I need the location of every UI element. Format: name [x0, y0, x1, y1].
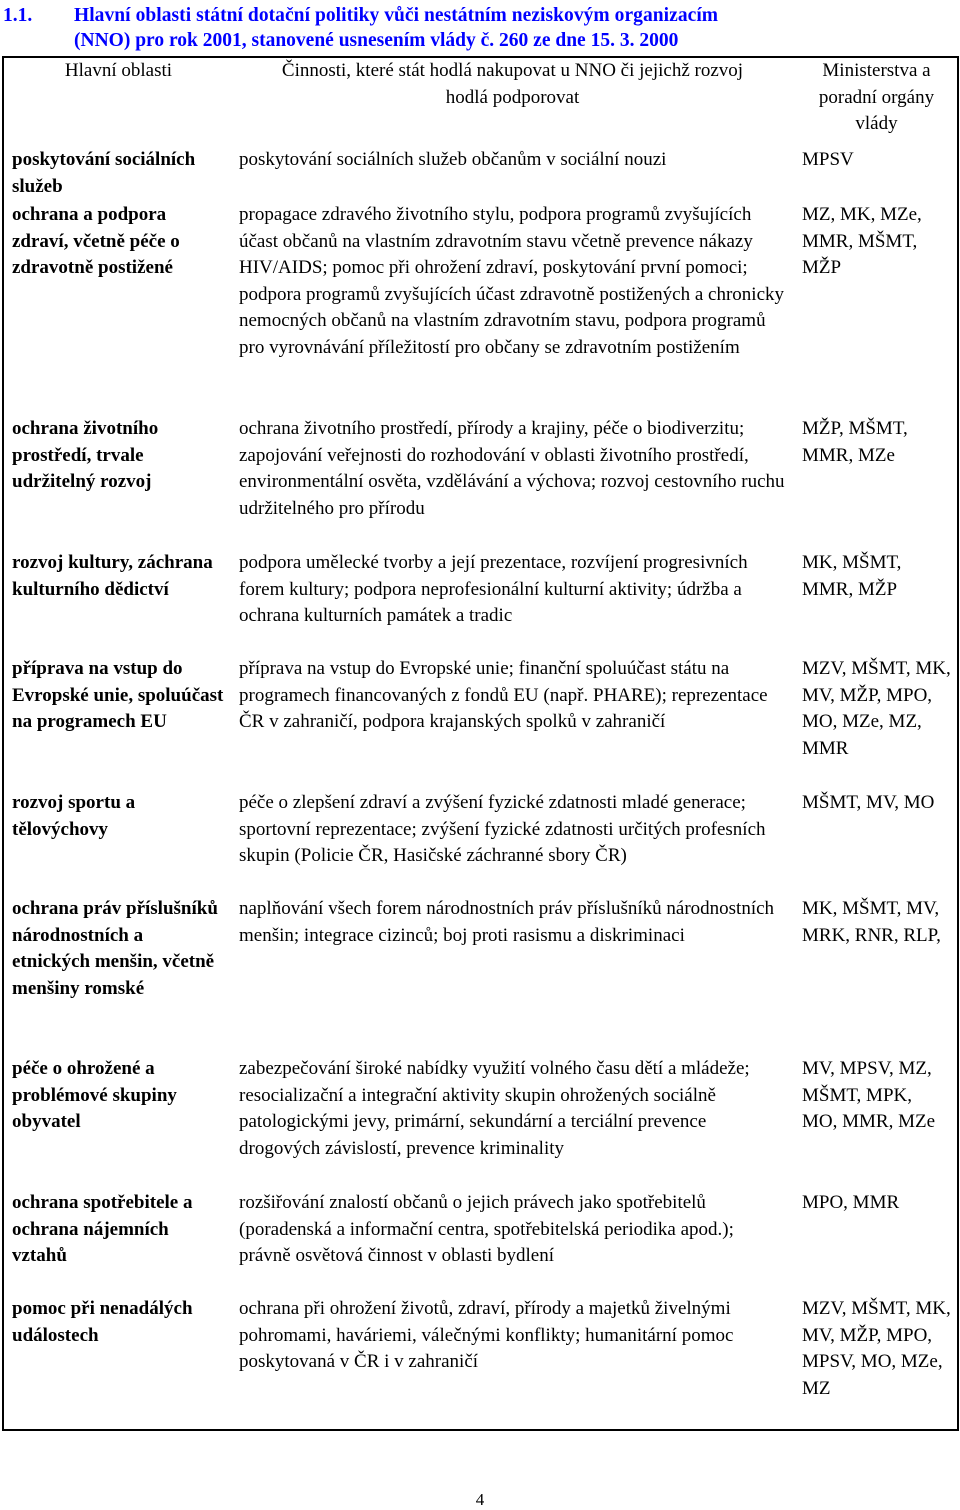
area-cell: ochrana a podpora zdraví, včetně péče o zdravotně postižené: [12, 204, 180, 278]
header-ministries: Ministerstva a poradní orgány vlády: [818, 60, 935, 134]
activities-cell: ochrana při ohrožení životů, zdraví, přírody a majetků živelnými pohromami, haváriemi, válečnými konflikty; humanitární pomoc poskytovaná v ČR i v zahraničí: [239, 1298, 734, 1372]
area-cell: rozvoj kultury, záchrana kulturního dědictví: [12, 552, 213, 600]
table-row: [3, 147, 958, 202]
ministries-cell: MK, MŠMT, MMR, MŽP: [802, 552, 902, 600]
table-row: [3, 416, 958, 550]
area-cell: ochrana práv příslušníků národnostních a etnických menšin, včetně menšiny romské: [12, 898, 218, 999]
table-row: [3, 790, 958, 896]
policy-table: [2, 56, 959, 1431]
table-row: [3, 1056, 958, 1190]
table-row: [3, 896, 958, 1056]
ministries-cell: MZV, MŠMT, MK, MV, MŽP, MPO, MPSV, MO, MZe, MZ: [802, 1298, 951, 1399]
table-header-row: [3, 57, 958, 147]
ministries-cell: MK, MŠMT, MV, MRK, RNR, RLP,: [802, 898, 941, 946]
ministries-cell: MZV, MŠMT, MK, MV, MŽP, MPO, MO, MZe, MZ, MMR: [802, 658, 951, 759]
ministries-cell: MV, MPSV, MZ, MŠMT, MPK, MO, MMR, MZe: [802, 1058, 936, 1132]
activities-cell: poskytování sociálních služeb občanům v sociální nouzi: [239, 149, 667, 170]
table-row: [3, 1190, 958, 1296]
ministries-cell: MPO, MMR: [802, 1192, 900, 1213]
activities-cell: propagace zdravého životního stylu, podpora programů zvyšujících účast občanů na vlastním zdravotním stavu včetně prevence nákazy HIV/AIDS; pomoc při ohrožení zdraví, poskytování první pomoci; podpora programů zvyšujících účast zdravotně postižených a chronicky nemocných občanů na vlastním zdravotním stavu, podpora programů pro vyrovnávání příležitostí pro občany se zdravotním postižením: [239, 204, 785, 358]
section-number: 1.1.: [3, 5, 33, 26]
area-cell: rozvoj sportu a tělovýchovy: [12, 792, 136, 840]
header-areas: Hlavní oblasti: [64, 60, 173, 81]
table-row: [3, 1296, 958, 1430]
page-number: 4: [475, 1490, 485, 1509]
activities-cell: péče o zlepšení zdraví a zvýšení fyzické zdatnosti mladé generace; sportovní reprezentace; zvýšení fyzické zdatnosti určitých profesních skupin (Policie ČR, Hasičské záchranné sbory ČR): [239, 792, 766, 866]
section-title-line-1: Hlavní oblasti státní dotační politiky vůči nestátním neziskovým organizacím: [74, 5, 719, 26]
area-cell: ochrana spotřebitele a ochrana nájemních vztahů: [12, 1192, 193, 1266]
area-cell: ochrana životního prostředí, trvale udržitelný rozvoj: [12, 418, 159, 492]
activities-cell: ochrana životního prostředí, přírody a krajiny, péče o biodiverzitu; zapojování veřejnosti do rozhodování v oblasti životního prostředí, environmentální osvěta, vzdělávání a výchova; rozvoj cestovního ruchu udržitelného pro přírodu: [239, 418, 785, 519]
table-row: [3, 656, 958, 790]
activities-cell: podpora umělecké tvorby a její prezentace, rozvíjení progresivních forem kultury; podpora neprofesionální kulturní aktivity; údržba a ochrana kulturních památek a tradic: [239, 552, 748, 626]
area-cell: poskytování sociálních služeb: [12, 149, 196, 197]
area-cell: péče o ohrožené a problémové skupiny obyvatel: [12, 1058, 177, 1132]
area-cell: pomoc při nenadálých událostech: [12, 1298, 193, 1346]
ministries-cell: MŠMT, MV, MO: [802, 792, 935, 813]
activities-cell: rozšiřování znalostí občanů o jejich právech jako spotřebitelů (poradenská a informační centra, spotřebitelská periodika apod.); právně osvětová činnost v oblasti bydlení: [239, 1192, 734, 1266]
ministries-cell: MPSV: [802, 149, 854, 170]
table-row: [3, 550, 958, 656]
area-cell: příprava na vstup do Evropské unie, spoluúčast na programech EU: [12, 658, 224, 732]
header-activities: Činnosti, které stát hodlá nakupovat u NNO či jejichž rozvoj hodlá podporovat: [281, 60, 744, 108]
activities-cell: zabezpečování široké nabídky využití volného času dětí a mládeže; resocializační a integrační aktivity skupin ohrožených sociálně patologickými jevy, primární, sekundární a terciální prevence drogových závislostí, prevence kriminality: [239, 1058, 750, 1159]
activities-cell: naplňování všech forem národnostních práv příslušníků národnostních menšin; integrace cizinců; boj proti rasismu a diskriminaci: [239, 898, 775, 946]
ministries-cell: MŽP, MŠMT, MMR, MZe: [802, 418, 908, 466]
section-title-line-2: (NNO) pro rok 2001, stanovené usnesením vlády č. 260 ze dne 15. 3. 2000: [74, 30, 679, 51]
table-row: [3, 202, 958, 416]
ministries-cell: MZ, MK, MZe, MMR, MŠMT, MŽP: [802, 204, 922, 278]
activities-cell: příprava na vstup do Evropské unie; finanční spoluúčast státu na programech financovaných z fondů EU (např. PHARE); reprezentace ČR v zahraničí, podpora krajanských spolků v zahraničí: [239, 658, 768, 732]
